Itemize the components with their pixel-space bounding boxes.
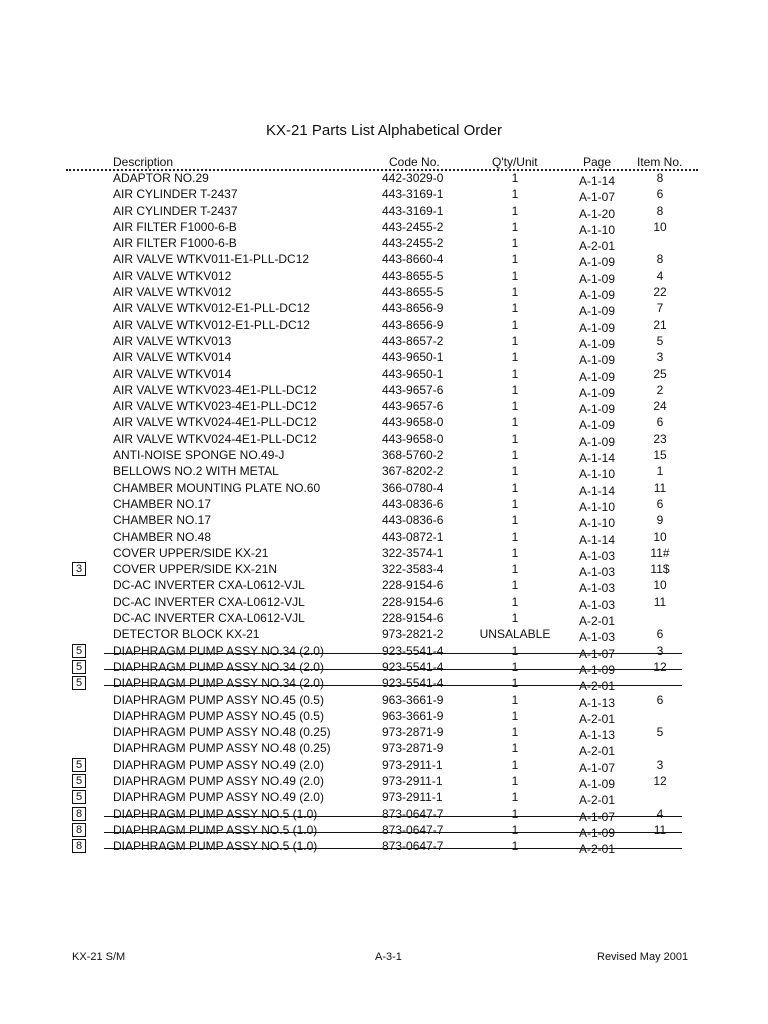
row-description: AIR VALVE WTKV012-E1-PLL-DC12 xyxy=(113,317,310,332)
revision-badge: 5 xyxy=(72,790,86,804)
page-title: KX-21 Parts List Alphabetical Order xyxy=(266,122,502,139)
row-code: 973-2871-9 xyxy=(382,725,444,740)
table-row xyxy=(0,317,768,333)
row-description: CHAMBER NO.17 xyxy=(113,496,212,511)
row-code: 923-5541-4 xyxy=(382,676,444,691)
row-page: A-1-09 xyxy=(579,434,616,449)
row-qty: 1 xyxy=(511,643,519,658)
row-page: A-1-07 xyxy=(579,646,616,661)
row-item: 15 xyxy=(653,448,667,463)
table-row xyxy=(0,822,768,838)
row-code: 443-8656-9 xyxy=(382,317,444,332)
table-row xyxy=(0,561,768,580)
row-item: 12 xyxy=(653,659,667,674)
table-row xyxy=(0,757,768,773)
row-item: 5 xyxy=(656,333,664,348)
row-page: A-2-01 xyxy=(579,793,616,808)
row-description: AIR VALVE WTKV023-4E1-PLL-DC12 xyxy=(113,399,317,414)
table-row xyxy=(0,414,768,433)
row-code: 367-8202-2 xyxy=(382,464,444,479)
row-page: A-2-01 xyxy=(579,239,616,254)
row-page: A-1-09 xyxy=(579,336,616,351)
row-page: A-1-10 xyxy=(579,467,616,482)
row-qty: 1 xyxy=(511,480,519,495)
row-code: 443-8660-4 xyxy=(382,252,444,267)
row-qty: 1 xyxy=(511,317,519,332)
row-description: AIR VALVE WTKV014 xyxy=(113,350,232,365)
row-qty: 1 xyxy=(511,611,519,626)
revision-badge: 5 xyxy=(72,660,86,674)
row-item: 3 xyxy=(656,643,664,658)
row-page: A-1-09 xyxy=(579,288,616,303)
row-qty: 1 xyxy=(511,594,519,609)
row-description: COVER UPPER/SIDE KX-21 xyxy=(113,545,269,560)
parts-list xyxy=(0,170,768,857)
row-code: 443-0836-6 xyxy=(382,513,444,528)
row-description: AIR VALVE WTKV012 xyxy=(113,285,232,300)
row-qty: 1 xyxy=(511,333,519,348)
row-item: 11 xyxy=(653,480,667,495)
row-item: 10 xyxy=(653,578,667,593)
row-qty: 1 xyxy=(511,545,519,560)
row-page: A-1-09 xyxy=(579,385,616,400)
header-code: Code No. xyxy=(389,155,440,169)
row-qty: 1 xyxy=(511,382,519,397)
row-code: 443-9657-6 xyxy=(382,382,444,397)
table-row xyxy=(0,431,768,447)
table-row xyxy=(0,529,768,545)
row-qty: 1 xyxy=(511,496,519,511)
table-row xyxy=(0,349,768,368)
row-description: CHAMBER MOUNTING PLATE NO.60 xyxy=(113,480,321,495)
row-description: CHAMBER NO.17 xyxy=(113,513,212,528)
row-code: 443-9657-6 xyxy=(382,399,444,414)
table-row xyxy=(0,251,768,270)
row-item: 8 xyxy=(656,252,664,267)
table-row xyxy=(0,643,768,659)
table-row xyxy=(0,659,768,675)
row-description: AIR FILTER F1000-6-B xyxy=(113,219,237,234)
row-description: ADAPTOR NO.29 xyxy=(113,171,209,185)
row-item: 2 xyxy=(656,382,664,397)
table-row xyxy=(0,675,768,694)
table-row xyxy=(0,170,768,186)
row-description: ANTI-NOISE SPONGE NO.49-J xyxy=(113,448,285,463)
row-page: A-1-07 xyxy=(579,809,616,824)
row-description: DIAPHRAGM PUMP ASSY NO.5 (1.0) xyxy=(113,806,318,821)
row-code: 973-2911-1 xyxy=(382,757,443,772)
footer-page-number: A-3-1 xyxy=(375,951,402,963)
row-code: 963-3661-9 xyxy=(382,692,444,707)
row-description: AIR FILTER F1000-6-B xyxy=(113,236,237,251)
row-code: 443-8655-5 xyxy=(382,285,444,300)
row-qty: 1 xyxy=(511,513,519,528)
row-description: DIAPHRAGM PUMP ASSY NO.5 (1.0) xyxy=(113,822,318,837)
row-qty: 1 xyxy=(511,790,519,805)
row-qty: 1 xyxy=(511,839,519,854)
row-qty: 1 xyxy=(511,529,519,544)
row-qty: 1 xyxy=(511,725,519,740)
revision-badge: 8 xyxy=(72,807,86,821)
row-page: A-1-07 xyxy=(579,190,616,205)
row-description: AIR VALVE WTKV013 xyxy=(113,333,232,348)
table-row xyxy=(0,496,768,512)
row-item: 3 xyxy=(656,350,664,365)
row-description: DIAPHRAGM PUMP ASSY NO.48 (0.25) xyxy=(113,741,331,756)
row-qty: 1 xyxy=(511,268,519,283)
header-page: Page xyxy=(583,155,612,169)
row-qty: 1 xyxy=(511,399,519,414)
row-description: BELLOWS NO.2 WITH METAL xyxy=(113,464,279,479)
table-row xyxy=(0,545,768,561)
row-code: 443-0836-6 xyxy=(382,496,444,511)
table-row xyxy=(0,268,768,284)
row-description: DIAPHRAGM PUMP ASSY NO.34 (2.0) xyxy=(113,676,324,691)
row-item: 4 xyxy=(656,268,664,283)
row-page: A-2-01 xyxy=(579,842,616,857)
table-row xyxy=(0,300,768,319)
row-description: DIAPHRAGM PUMP ASSY NO.48 (0.25) xyxy=(113,725,331,740)
row-qty: 1 xyxy=(511,448,519,463)
row-item: 6 xyxy=(656,496,664,511)
row-description: COVER UPPER/SIDE KX-21N xyxy=(113,562,278,577)
table-row xyxy=(0,773,768,789)
table-row xyxy=(0,789,768,808)
row-description: DC-AC INVERTER CXA-L0612-VJL xyxy=(113,578,305,593)
row-code: 442-3029-0 xyxy=(382,171,444,185)
row-item: 24 xyxy=(653,399,667,414)
row-code: 963-3661-9 xyxy=(382,708,444,723)
row-page: A-1-03 xyxy=(579,630,616,645)
row-page: A-1-03 xyxy=(579,565,616,580)
row-item: 11$ xyxy=(650,562,670,577)
row-description: AIR CYLINDER T-2437 xyxy=(113,187,238,202)
row-item: 6 xyxy=(656,187,664,202)
row-code: 443-9650-1 xyxy=(382,350,444,365)
row-qty: 1 xyxy=(511,757,519,772)
table-row xyxy=(0,463,768,482)
row-page: A-1-09 xyxy=(579,320,616,335)
row-item: 8 xyxy=(656,203,664,218)
row-page: A-1-07 xyxy=(579,760,616,775)
row-code: 443-9650-1 xyxy=(382,366,444,381)
row-description: CHAMBER NO.48 xyxy=(113,529,212,544)
row-page: A-1-09 xyxy=(579,662,616,677)
row-page: A-1-13 xyxy=(579,728,616,743)
row-description: DETECTOR BLOCK KX-21 xyxy=(113,627,260,642)
table-row xyxy=(0,594,768,610)
row-description: DIAPHRAGM PUMP ASSY NO.34 (2.0) xyxy=(113,643,324,658)
row-page: A-1-10 xyxy=(579,222,616,237)
table-row xyxy=(0,333,768,349)
row-code: 923-5541-4 xyxy=(382,643,444,658)
row-qty: 1 xyxy=(511,203,519,218)
row-qty: 1 xyxy=(511,741,519,756)
row-description: AIR VALVE WTKV012 xyxy=(113,268,232,283)
row-item: 1 xyxy=(656,464,664,479)
row-item: 5 xyxy=(656,725,664,740)
row-qty: 1 xyxy=(511,806,519,821)
row-code: 443-8657-2 xyxy=(382,333,444,348)
table-row xyxy=(0,382,768,398)
row-page: A-1-09 xyxy=(579,304,616,319)
row-code: 443-2455-2 xyxy=(382,236,444,251)
row-code: 366-0780-4 xyxy=(382,480,444,495)
row-page: A-2-01 xyxy=(579,744,616,759)
table-row xyxy=(0,512,768,531)
row-description: AIR CYLINDER T-2437 xyxy=(113,203,238,218)
row-code: 973-2871-9 xyxy=(382,741,444,756)
row-code: 973-2911-1 xyxy=(382,773,443,788)
row-description: AIR VALVE WTKV011-E1-PLL-DC12 xyxy=(113,252,310,267)
row-item: 10 xyxy=(653,219,667,234)
row-qty: 1 xyxy=(511,236,519,251)
header-qty: Q'ty/Unit xyxy=(492,155,538,169)
row-code: 873-0647-7 xyxy=(382,839,444,854)
row-item: 6 xyxy=(656,627,664,642)
row-page: A-1-14 xyxy=(579,451,616,466)
row-code: 873-0647-7 xyxy=(382,822,444,837)
table-row xyxy=(0,366,768,382)
row-qty: 1 xyxy=(511,822,519,837)
row-description: AIR VALVE WTKV012-E1-PLL-DC12 xyxy=(113,301,310,316)
revision-badge: 8 xyxy=(72,823,86,837)
table-row xyxy=(0,692,768,708)
row-page: A-1-03 xyxy=(579,548,616,563)
row-item: 6 xyxy=(656,415,664,430)
row-qty: 1 xyxy=(511,562,519,577)
row-page: A-1-10 xyxy=(579,516,616,531)
row-page: A-1-09 xyxy=(579,776,616,791)
row-code: 443-8656-9 xyxy=(382,301,444,316)
row-qty: 1 xyxy=(511,301,519,316)
row-qty: 1 xyxy=(511,252,519,267)
row-item: 22 xyxy=(653,285,667,300)
row-page: A-1-09 xyxy=(579,271,616,286)
row-code: 443-0872-1 xyxy=(382,529,444,544)
row-qty: 1 xyxy=(511,692,519,707)
table-row xyxy=(0,838,768,857)
row-qty: 1 xyxy=(511,415,519,430)
row-page: A-2-01 xyxy=(579,614,616,629)
row-item: 9 xyxy=(656,513,664,528)
row-qty: 1 xyxy=(511,366,519,381)
row-page: A-1-09 xyxy=(579,402,616,417)
table-row xyxy=(0,708,768,724)
row-code: 973-2821-2 xyxy=(382,627,444,642)
row-page: A-1-03 xyxy=(579,597,616,612)
table-row xyxy=(0,610,768,629)
row-description: AIR VALVE WTKV023-4E1-PLL-DC12 xyxy=(113,382,317,397)
row-description: DIAPHRAGM PUMP ASSY NO.45 (0.5) xyxy=(113,692,324,707)
row-item: 4 xyxy=(656,806,664,821)
row-page: A-1-14 xyxy=(579,532,616,547)
row-code: 443-9658-0 xyxy=(382,415,444,430)
row-qty: 1 xyxy=(511,285,519,300)
row-page: A-1-14 xyxy=(579,174,616,188)
table-row xyxy=(0,626,768,645)
table-row xyxy=(0,724,768,743)
row-code: 322-3583-4 xyxy=(382,562,444,577)
row-page: A-1-09 xyxy=(579,255,616,270)
row-code: 443-8655-5 xyxy=(382,268,444,283)
row-description: DIAPHRAGM PUMP ASSY NO.49 (2.0) xyxy=(113,790,324,805)
header-description: Description xyxy=(113,155,174,169)
table-row xyxy=(0,740,768,759)
table-row xyxy=(0,219,768,235)
row-page: A-1-09 xyxy=(579,369,616,384)
table-row xyxy=(0,398,768,417)
row-qty: 1 xyxy=(511,187,519,202)
row-code: 443-2455-2 xyxy=(382,219,444,234)
row-code: 443-3169-1 xyxy=(382,203,444,218)
row-page: A-1-03 xyxy=(579,581,616,596)
table-row xyxy=(0,577,768,596)
table-row xyxy=(0,284,768,303)
row-code: 973-2911-1 xyxy=(382,790,443,805)
row-code: 443-3169-1 xyxy=(382,187,444,202)
revision-badge: 5 xyxy=(72,676,86,690)
row-code: 228-9154-6 xyxy=(382,578,444,593)
row-item: 7 xyxy=(656,301,664,316)
row-code: 228-9154-6 xyxy=(382,594,444,609)
table-row xyxy=(0,480,768,496)
row-code: 923-5541-4 xyxy=(382,659,444,674)
revision-badge: 5 xyxy=(72,644,86,658)
row-qty: 1 xyxy=(511,708,519,723)
table-row xyxy=(0,203,768,219)
footer-manual: KX-21 S/M xyxy=(72,951,126,963)
row-qty: 1 xyxy=(511,431,519,446)
row-qty: 1 xyxy=(511,676,519,691)
row-item: 23 xyxy=(653,431,667,446)
table-row xyxy=(0,186,768,205)
row-page: A-1-09 xyxy=(579,418,616,433)
row-page: A-1-20 xyxy=(579,206,616,221)
row-qty: 1 xyxy=(511,578,519,593)
row-item: 3 xyxy=(656,757,664,772)
row-page: A-1-13 xyxy=(579,695,616,710)
row-item: 11 xyxy=(653,822,667,837)
row-page: A-1-09 xyxy=(579,353,616,368)
row-description: AIR VALVE WTKV024-4E1-PLL-DC12 xyxy=(113,431,317,446)
row-qty: 1 xyxy=(511,171,519,185)
row-page: A-1-10 xyxy=(579,499,616,514)
row-item: 8 xyxy=(656,171,664,185)
table-row xyxy=(0,806,768,822)
row-description: DIAPHRAGM PUMP ASSY NO.45 (0.5) xyxy=(113,708,324,723)
row-qty: 1 xyxy=(511,773,519,788)
table-row xyxy=(0,447,768,466)
row-code: 443-9658-0 xyxy=(382,431,444,446)
row-description: AIR VALVE WTKV024-4E1-PLL-DC12 xyxy=(113,415,317,430)
row-item: 25 xyxy=(653,366,667,381)
row-item: 10 xyxy=(653,529,667,544)
row-description: DIAPHRAGM PUMP ASSY NO.49 (2.0) xyxy=(113,757,324,772)
footer-revision: Revised May 2001 xyxy=(597,951,689,963)
row-page: A-1-09 xyxy=(579,825,616,840)
revision-badge: 3 xyxy=(72,562,86,576)
row-code: 368-5760-2 xyxy=(382,448,444,463)
revision-badge: 8 xyxy=(72,839,86,853)
row-page: A-2-01 xyxy=(579,679,616,694)
row-qty: 1 xyxy=(511,219,519,234)
row-page: A-1-14 xyxy=(579,483,616,498)
row-code: 228-9154-6 xyxy=(382,611,444,626)
row-qty: 1 xyxy=(511,464,519,479)
row-description: AIR VALVE WTKV014 xyxy=(113,366,232,381)
row-item: 11# xyxy=(650,545,670,560)
row-qty: 1 xyxy=(511,659,519,674)
revision-badge: 5 xyxy=(72,774,86,788)
row-item: 12 xyxy=(653,773,667,788)
row-qty: 1 xyxy=(511,350,519,365)
revision-badge: 5 xyxy=(72,758,86,772)
row-description: DC-AC INVERTER CXA-L0612-VJL xyxy=(113,611,305,626)
row-description: DC-AC INVERTER CXA-L0612-VJL xyxy=(113,594,305,609)
row-description: DIAPHRAGM PUMP ASSY NO.5 (1.0) xyxy=(113,839,318,854)
row-description: DIAPHRAGM PUMP ASSY NO.34 (2.0) xyxy=(113,659,324,674)
row-description: DIAPHRAGM PUMP ASSY NO.49 (2.0) xyxy=(113,773,324,788)
row-code: 873-0647-7 xyxy=(382,806,444,821)
row-page: A-2-01 xyxy=(579,711,616,726)
row-qty: UNSALABLE xyxy=(479,627,551,642)
row-item: 21 xyxy=(653,317,667,332)
row-item: 11 xyxy=(653,594,667,609)
header-item: Item No. xyxy=(637,155,683,169)
row-item: 6 xyxy=(656,692,664,707)
table-row xyxy=(0,235,768,254)
row-code: 322-3574-1 xyxy=(382,545,444,560)
